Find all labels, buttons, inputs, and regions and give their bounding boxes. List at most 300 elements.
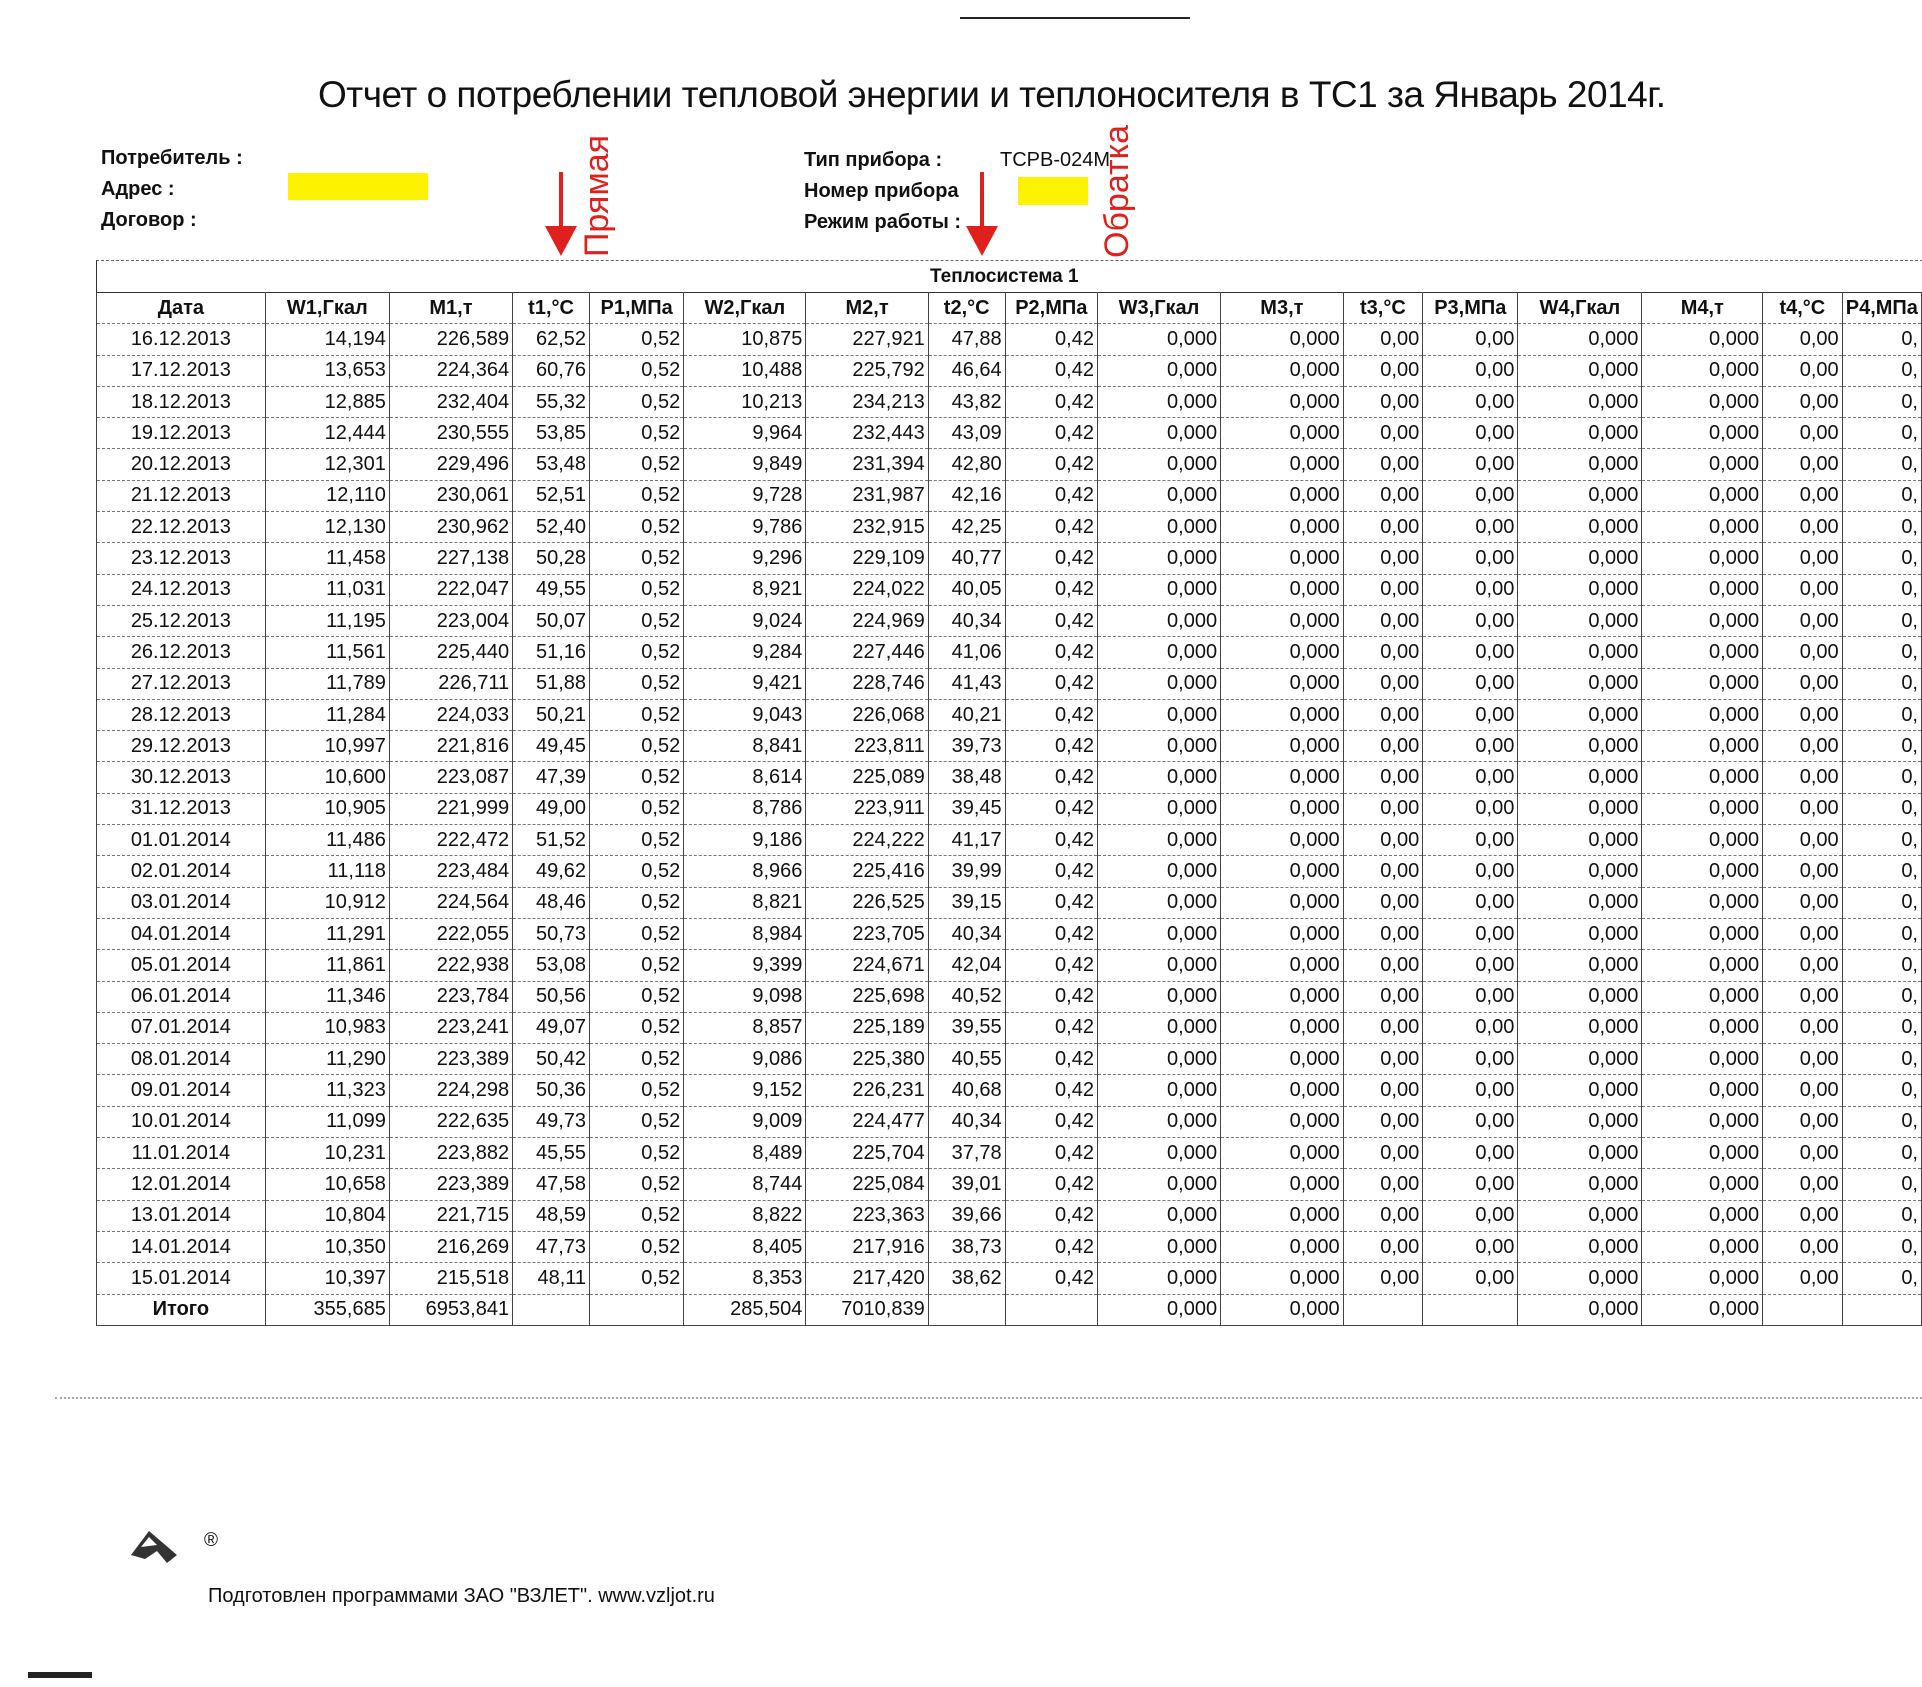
value-cell: 0,000 xyxy=(1642,449,1763,480)
value-cell: 51,88 xyxy=(513,668,590,699)
value-cell: 0,000 xyxy=(1221,574,1344,605)
value-cell: 0,42 xyxy=(1005,1169,1097,1200)
value-cell: 0, xyxy=(1842,324,1921,355)
value-cell: 0,000 xyxy=(1642,386,1763,417)
value-cell: 226,068 xyxy=(806,699,928,730)
value-cell: 0, xyxy=(1842,1231,1921,1262)
value-cell: 0,52 xyxy=(590,1075,684,1106)
table-row xyxy=(97,418,1922,449)
date-cell: 03.01.2014 xyxy=(97,887,266,918)
column-header: W1,Гкал xyxy=(265,293,389,324)
table-row xyxy=(97,731,1922,762)
value-cell: 0,00 xyxy=(1423,386,1518,417)
value-cell: 0,000 xyxy=(1518,324,1642,355)
value-cell: 0, xyxy=(1842,355,1921,386)
value-cell: 223,087 xyxy=(389,762,512,793)
value-cell: 230,962 xyxy=(389,512,512,543)
value-cell: 9,728 xyxy=(684,480,806,511)
value-cell: 0,00 xyxy=(1763,699,1843,730)
value-cell: 215,518 xyxy=(389,1263,512,1294)
value-cell: 0,00 xyxy=(1763,324,1843,355)
value-cell: 0,000 xyxy=(1518,512,1642,543)
value-cell: 0,00 xyxy=(1343,1075,1423,1106)
value-cell: 0,00 xyxy=(1423,1106,1518,1137)
value-cell: 231,394 xyxy=(806,449,928,480)
value-cell: 39,15 xyxy=(928,887,1005,918)
value-cell: 0,00 xyxy=(1763,574,1843,605)
date-cell: 25.12.2013 xyxy=(97,605,266,636)
value-cell: 0,52 xyxy=(590,605,684,636)
date-cell: 09.01.2014 xyxy=(97,1075,266,1106)
value-cell: 49,62 xyxy=(513,856,590,887)
column-header: M4,т xyxy=(1642,293,1763,324)
value-cell: 0, xyxy=(1842,1075,1921,1106)
value-cell: 0,000 xyxy=(1518,605,1642,636)
value-cell: 224,298 xyxy=(389,1075,512,1106)
value-cell: 0,000 xyxy=(1221,1138,1344,1169)
total-cell: 0,000 xyxy=(1518,1294,1642,1325)
value-cell: 0,000 xyxy=(1518,1075,1642,1106)
date-cell: 14.01.2014 xyxy=(97,1231,266,1262)
value-cell: 223,004 xyxy=(389,605,512,636)
value-cell: 9,186 xyxy=(684,825,806,856)
value-cell: 0,00 xyxy=(1763,793,1843,824)
value-cell: 0,00 xyxy=(1763,1075,1843,1106)
value-cell: 0, xyxy=(1842,918,1921,949)
value-cell: 0,00 xyxy=(1423,1169,1518,1200)
value-cell: 0,00 xyxy=(1343,1106,1423,1137)
value-cell: 0,00 xyxy=(1343,543,1423,574)
value-cell: 0,00 xyxy=(1343,950,1423,981)
date-cell: 28.12.2013 xyxy=(97,699,266,730)
value-cell: 0,000 xyxy=(1221,324,1344,355)
value-cell: 0,000 xyxy=(1642,856,1763,887)
date-cell: 30.12.2013 xyxy=(97,762,266,793)
value-cell: 0,00 xyxy=(1763,1231,1843,1262)
value-cell: 227,138 xyxy=(389,543,512,574)
value-cell: 0,52 xyxy=(590,418,684,449)
value-cell: 0,42 xyxy=(1005,1263,1097,1294)
column-header: Дата xyxy=(97,293,266,324)
value-cell: 14,194 xyxy=(265,324,389,355)
value-cell: 0,42 xyxy=(1005,1012,1097,1043)
column-header: P2,МПа xyxy=(1005,293,1097,324)
total-cell xyxy=(1005,1294,1097,1325)
supply-annotation: Прямая xyxy=(578,134,616,257)
value-cell: 0,42 xyxy=(1005,512,1097,543)
total-cell xyxy=(928,1294,1005,1325)
value-cell: 0,52 xyxy=(590,981,684,1012)
value-cell: 0,42 xyxy=(1005,1075,1097,1106)
value-cell: 52,51 xyxy=(513,480,590,511)
value-cell: 229,496 xyxy=(389,449,512,480)
value-cell: 0,52 xyxy=(590,1044,684,1075)
value-cell: 0,000 xyxy=(1221,480,1344,511)
value-cell: 0,00 xyxy=(1763,418,1843,449)
value-cell: 0,000 xyxy=(1097,699,1220,730)
value-cell: 0,000 xyxy=(1642,825,1763,856)
column-header: P3,МПа xyxy=(1423,293,1518,324)
value-cell: 0,000 xyxy=(1097,1012,1220,1043)
value-cell: 0,000 xyxy=(1518,981,1642,1012)
value-cell: 0,00 xyxy=(1763,355,1843,386)
value-cell: 0,42 xyxy=(1005,355,1097,386)
value-cell: 8,921 xyxy=(684,574,806,605)
value-cell: 0,00 xyxy=(1343,918,1423,949)
value-cell: 0,000 xyxy=(1221,856,1344,887)
value-cell: 0, xyxy=(1842,1169,1921,1200)
table-row xyxy=(97,699,1922,730)
value-cell: 0,000 xyxy=(1642,1012,1763,1043)
value-cell: 40,34 xyxy=(928,918,1005,949)
value-cell: 0,42 xyxy=(1005,668,1097,699)
value-cell: 0,000 xyxy=(1221,887,1344,918)
value-cell: 0,42 xyxy=(1005,386,1097,417)
value-cell: 0,000 xyxy=(1642,418,1763,449)
value-cell: 49,45 xyxy=(513,731,590,762)
date-cell: 26.12.2013 xyxy=(97,637,266,668)
value-cell: 225,416 xyxy=(806,856,928,887)
value-cell: 8,984 xyxy=(684,918,806,949)
value-cell: 217,420 xyxy=(806,1263,928,1294)
value-cell: 9,964 xyxy=(684,418,806,449)
value-cell: 47,88 xyxy=(928,324,1005,355)
value-cell: 0,000 xyxy=(1221,355,1344,386)
value-cell: 47,58 xyxy=(513,1169,590,1200)
supply-arrow-icon xyxy=(559,172,563,232)
value-cell: 230,061 xyxy=(389,480,512,511)
total-cell xyxy=(1842,1294,1921,1325)
value-cell: 0,42 xyxy=(1005,793,1097,824)
value-cell: 8,857 xyxy=(684,1012,806,1043)
column-header: M2,т xyxy=(806,293,928,324)
value-cell: 0,52 xyxy=(590,1263,684,1294)
value-cell: 0,42 xyxy=(1005,918,1097,949)
value-cell: 0,000 xyxy=(1642,512,1763,543)
value-cell: 0,000 xyxy=(1518,574,1642,605)
value-cell: 0,00 xyxy=(1343,1044,1423,1075)
value-cell: 0,42 xyxy=(1005,637,1097,668)
value-cell: 0,52 xyxy=(590,324,684,355)
value-cell: 221,816 xyxy=(389,731,512,762)
value-cell: 0,00 xyxy=(1343,512,1423,543)
value-cell: 10,983 xyxy=(265,1012,389,1043)
value-cell: 225,084 xyxy=(806,1169,928,1200)
table-row xyxy=(97,1231,1922,1262)
value-cell: 0,42 xyxy=(1005,950,1097,981)
value-cell: 8,614 xyxy=(684,762,806,793)
value-cell: 0,52 xyxy=(590,887,684,918)
date-cell: 17.12.2013 xyxy=(97,355,266,386)
corner-mark xyxy=(28,1672,92,1678)
value-cell: 38,48 xyxy=(928,762,1005,793)
value-cell: 0,00 xyxy=(1423,449,1518,480)
value-cell: 0,000 xyxy=(1642,1169,1763,1200)
value-cell: 0,42 xyxy=(1005,543,1097,574)
value-cell: 0,000 xyxy=(1221,1106,1344,1137)
value-cell: 0,42 xyxy=(1005,981,1097,1012)
total-cell xyxy=(590,1294,684,1325)
value-cell: 0,000 xyxy=(1642,1075,1763,1106)
value-cell: 10,600 xyxy=(265,762,389,793)
value-cell: 42,25 xyxy=(928,512,1005,543)
value-cell: 224,364 xyxy=(389,355,512,386)
value-cell: 0,000 xyxy=(1518,699,1642,730)
value-cell: 0,000 xyxy=(1642,574,1763,605)
value-cell: 0,000 xyxy=(1518,449,1642,480)
value-cell: 0,000 xyxy=(1097,856,1220,887)
value-cell: 48,59 xyxy=(513,1200,590,1231)
value-cell: 0, xyxy=(1842,480,1921,511)
value-cell: 47,39 xyxy=(513,762,590,793)
value-cell: 8,353 xyxy=(684,1263,806,1294)
value-cell: 0,00 xyxy=(1763,1169,1843,1200)
value-cell: 0,000 xyxy=(1097,1231,1220,1262)
date-cell: 27.12.2013 xyxy=(97,668,266,699)
value-cell: 43,09 xyxy=(928,418,1005,449)
value-cell: 8,841 xyxy=(684,731,806,762)
registered-mark: ® xyxy=(204,1530,218,1551)
value-cell: 41,17 xyxy=(928,825,1005,856)
table-row xyxy=(97,355,1922,386)
value-cell: 0,000 xyxy=(1642,762,1763,793)
column-header: M3,т xyxy=(1221,293,1344,324)
value-cell: 0,00 xyxy=(1343,637,1423,668)
value-cell: 225,089 xyxy=(806,762,928,793)
value-cell: 0,000 xyxy=(1221,918,1344,949)
value-cell: 13,653 xyxy=(265,355,389,386)
value-cell: 0,000 xyxy=(1097,887,1220,918)
value-cell: 0,000 xyxy=(1642,605,1763,636)
value-cell: 11,458 xyxy=(265,543,389,574)
date-cell: 01.01.2014 xyxy=(97,825,266,856)
value-cell: 10,804 xyxy=(265,1200,389,1231)
value-cell: 51,16 xyxy=(513,637,590,668)
report-title: Отчет о потреблении тепловой энергии и теплоносителя в ТС1 за Январь 2014г. xyxy=(318,74,1666,115)
column-header: t4,°C xyxy=(1763,293,1843,324)
table-row xyxy=(97,762,1922,793)
value-cell: 0,52 xyxy=(590,1231,684,1262)
total-cell: 355,685 xyxy=(265,1294,389,1325)
value-cell: 0,000 xyxy=(1642,480,1763,511)
address-label: Адрес : xyxy=(101,178,175,200)
value-cell: 0,00 xyxy=(1423,480,1518,511)
value-cell: 224,969 xyxy=(806,605,928,636)
value-cell: 0,000 xyxy=(1097,637,1220,668)
value-cell: 0,00 xyxy=(1423,762,1518,793)
value-cell: 50,36 xyxy=(513,1075,590,1106)
value-cell: 0,000 xyxy=(1221,1200,1344,1231)
value-cell: 9,849 xyxy=(684,449,806,480)
value-cell: 0, xyxy=(1842,887,1921,918)
value-cell: 0, xyxy=(1842,731,1921,762)
column-header: t2,°C xyxy=(928,293,1005,324)
value-cell: 216,269 xyxy=(389,1231,512,1262)
total-cell: 0,000 xyxy=(1097,1294,1220,1325)
value-cell: 0,42 xyxy=(1005,574,1097,605)
table-header-row xyxy=(97,293,1922,324)
value-cell: 53,85 xyxy=(513,418,590,449)
value-cell: 0,42 xyxy=(1005,762,1097,793)
value-cell: 0,00 xyxy=(1423,1263,1518,1294)
value-cell: 0,00 xyxy=(1763,1200,1843,1231)
value-cell: 0,52 xyxy=(590,1169,684,1200)
value-cell: 39,73 xyxy=(928,731,1005,762)
value-cell: 0,000 xyxy=(1221,1075,1344,1106)
value-cell: 0, xyxy=(1842,856,1921,887)
value-cell: 0,42 xyxy=(1005,699,1097,730)
return-annotation: Обратка xyxy=(1098,124,1136,258)
device-number-label: Номер прибора xyxy=(804,180,959,202)
value-cell: 0,000 xyxy=(1518,1138,1642,1169)
value-cell: 49,07 xyxy=(513,1012,590,1043)
value-cell: 0,00 xyxy=(1423,512,1518,543)
value-cell: 229,109 xyxy=(806,543,928,574)
value-cell: 0,00 xyxy=(1343,1138,1423,1169)
value-cell: 0,000 xyxy=(1642,355,1763,386)
value-cell: 223,784 xyxy=(389,981,512,1012)
value-cell: 11,290 xyxy=(265,1044,389,1075)
value-cell: 0,000 xyxy=(1221,981,1344,1012)
value-cell: 224,564 xyxy=(389,887,512,918)
value-cell: 11,789 xyxy=(265,668,389,699)
value-cell: 226,589 xyxy=(389,324,512,355)
value-cell: 226,711 xyxy=(389,668,512,699)
value-cell: 0,42 xyxy=(1005,731,1097,762)
value-cell: 0,52 xyxy=(590,1106,684,1137)
header-right xyxy=(804,145,961,238)
value-cell: 10,875 xyxy=(684,324,806,355)
date-cell: 21.12.2013 xyxy=(97,480,266,511)
value-cell: 0,00 xyxy=(1343,418,1423,449)
value-cell: 0, xyxy=(1842,512,1921,543)
value-cell: 0,52 xyxy=(590,1200,684,1231)
value-cell: 50,56 xyxy=(513,981,590,1012)
value-cell: 0,000 xyxy=(1518,950,1642,981)
value-cell: 0,42 xyxy=(1005,1231,1097,1262)
value-cell: 0,00 xyxy=(1423,825,1518,856)
value-cell: 0,00 xyxy=(1343,731,1423,762)
value-cell: 0,000 xyxy=(1097,543,1220,574)
value-cell: 0,52 xyxy=(590,1012,684,1043)
value-cell: 0,000 xyxy=(1221,512,1344,543)
value-cell: 11,291 xyxy=(265,918,389,949)
value-cell: 40,34 xyxy=(928,605,1005,636)
value-cell: 232,915 xyxy=(806,512,928,543)
value-cell: 0,42 xyxy=(1005,1044,1097,1075)
value-cell: 232,404 xyxy=(389,386,512,417)
value-cell: 0,000 xyxy=(1097,1263,1220,1294)
value-cell: 8,822 xyxy=(684,1200,806,1231)
device-type-label: Тип прибора : xyxy=(804,149,943,171)
value-cell: 0,000 xyxy=(1518,762,1642,793)
value-cell: 225,189 xyxy=(806,1012,928,1043)
value-cell: 0,000 xyxy=(1221,731,1344,762)
table-row xyxy=(97,1200,1922,1231)
value-cell: 0,000 xyxy=(1097,574,1220,605)
value-cell: 0,000 xyxy=(1221,762,1344,793)
value-cell: 0,00 xyxy=(1763,825,1843,856)
value-cell: 9,421 xyxy=(684,668,806,699)
value-cell: 224,033 xyxy=(389,699,512,730)
table-row xyxy=(97,793,1922,824)
value-cell: 0,52 xyxy=(590,480,684,511)
value-cell: 0, xyxy=(1842,605,1921,636)
vzljot-logo-icon xyxy=(127,1525,183,1565)
value-cell: 11,486 xyxy=(265,825,389,856)
header-left xyxy=(101,143,243,236)
value-cell: 0,000 xyxy=(1221,699,1344,730)
value-cell: 223,363 xyxy=(806,1200,928,1231)
value-cell: 10,397 xyxy=(265,1263,389,1294)
value-cell: 0,42 xyxy=(1005,825,1097,856)
value-cell: 0,00 xyxy=(1763,731,1843,762)
value-cell: 0, xyxy=(1842,1012,1921,1043)
value-cell: 0,00 xyxy=(1423,418,1518,449)
value-cell: 0,000 xyxy=(1642,324,1763,355)
value-cell: 0,000 xyxy=(1518,386,1642,417)
value-cell: 223,911 xyxy=(806,793,928,824)
value-cell: 49,73 xyxy=(513,1106,590,1137)
date-cell: 11.01.2014 xyxy=(97,1138,266,1169)
table-row xyxy=(97,1138,1922,1169)
value-cell: 0,000 xyxy=(1518,543,1642,574)
value-cell: 0,000 xyxy=(1221,668,1344,699)
value-cell: 0,42 xyxy=(1005,887,1097,918)
value-cell: 0,000 xyxy=(1518,355,1642,386)
footer-text: Подготовлен программами ЗАО "ВЗЛЕТ". www.vzljot.ru xyxy=(208,1585,715,1607)
value-cell: 50,42 xyxy=(513,1044,590,1075)
value-cell: 0,000 xyxy=(1097,762,1220,793)
value-cell: 0,00 xyxy=(1423,1231,1518,1262)
value-cell: 0,00 xyxy=(1343,793,1423,824)
value-cell: 0,000 xyxy=(1221,605,1344,636)
value-cell: 40,21 xyxy=(928,699,1005,730)
total-cell: 285,504 xyxy=(684,1294,806,1325)
value-cell: 8,966 xyxy=(684,856,806,887)
column-header: P4,МПа xyxy=(1842,293,1921,324)
value-cell: 0,00 xyxy=(1763,762,1843,793)
value-cell: 40,77 xyxy=(928,543,1005,574)
value-cell: 0,000 xyxy=(1097,1044,1220,1075)
value-cell: 0,00 xyxy=(1343,355,1423,386)
value-cell: 0,00 xyxy=(1763,449,1843,480)
value-cell: 0,00 xyxy=(1423,324,1518,355)
value-cell: 0,52 xyxy=(590,543,684,574)
value-cell: 9,152 xyxy=(684,1075,806,1106)
value-cell: 0,000 xyxy=(1221,449,1344,480)
value-cell: 225,380 xyxy=(806,1044,928,1075)
value-cell: 0,00 xyxy=(1763,918,1843,949)
table-row xyxy=(97,605,1922,636)
table-row xyxy=(97,918,1922,949)
value-cell: 10,658 xyxy=(265,1169,389,1200)
value-cell: 0,00 xyxy=(1763,637,1843,668)
total-cell: 6953,841 xyxy=(389,1294,512,1325)
value-cell: 0,00 xyxy=(1423,355,1518,386)
value-cell: 0,000 xyxy=(1097,324,1220,355)
value-cell: 0,00 xyxy=(1763,480,1843,511)
value-cell: 0,000 xyxy=(1642,731,1763,762)
value-cell: 0, xyxy=(1842,825,1921,856)
value-cell: 222,635 xyxy=(389,1106,512,1137)
consumption-table xyxy=(96,292,1922,1326)
value-cell: 40,52 xyxy=(928,981,1005,1012)
device-number-redaction xyxy=(1018,177,1088,205)
value-cell: 0,00 xyxy=(1343,1200,1423,1231)
column-header: P1,МПа xyxy=(590,293,684,324)
value-cell: 0,42 xyxy=(1005,1200,1097,1231)
